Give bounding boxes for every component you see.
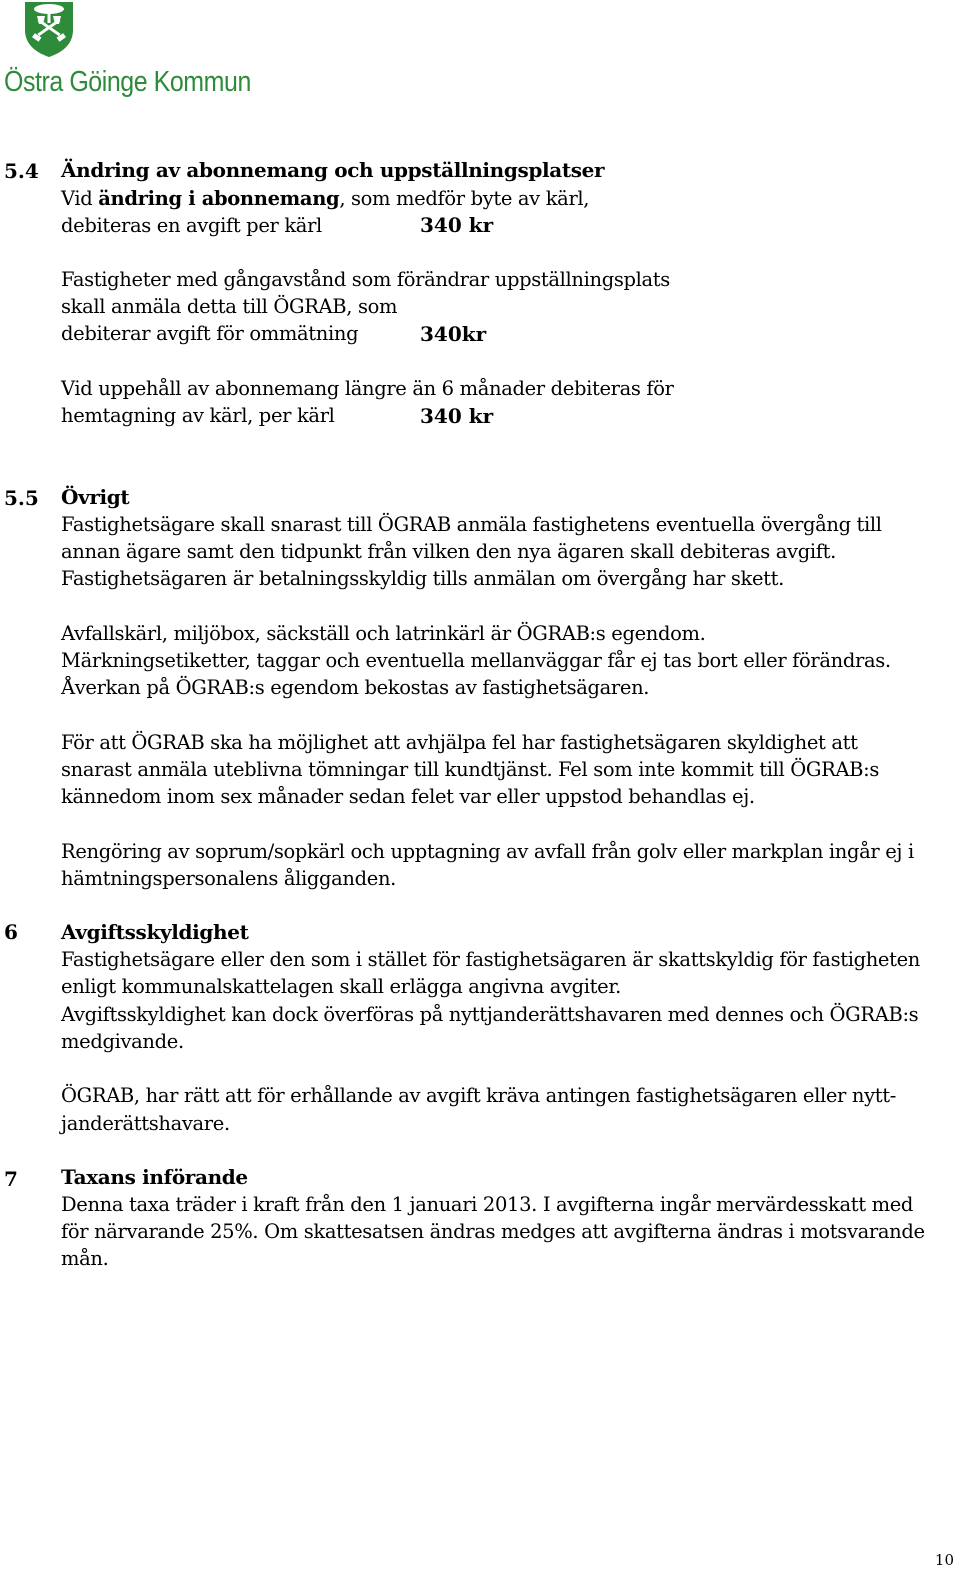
section-heading: Taxans införande [61, 1165, 248, 1189]
coat-of-arms-icon [23, 0, 75, 58]
page-number: 10 [934, 1551, 954, 1569]
paragraph-line: Fastighetsägaren är betalningsskyldig tills anmälan om övergång har skett. [61, 567, 784, 590]
paragraph-line: Fastigheter med gångavstånd som förändrar uppställningsplats [61, 268, 670, 291]
section-number: 7 [4, 1167, 18, 1191]
section-heading: Ändring av abonnemang och uppställningsplatser [61, 158, 605, 182]
paragraph-line: Denna taxa träder i kraft från den 1 januari 2013. I avgifterna ingår mervärdesskatt med [61, 1193, 914, 1216]
fee-amount: 340 kr [420, 213, 494, 237]
paragraph-line: För att ÖGRAB ska ha möjlighet att avhjälpa fel har fastighetsägaren skyldighet att [61, 731, 858, 754]
paragraph-line: kännedom inom sex månader sedan felet var eller uppstod behandlas ej. [61, 785, 755, 808]
paragraph-line: janderättshavare. [61, 1112, 230, 1135]
paragraph-line: Avgiftsskyldighet kan dock överföras på nyttjanderättshavaren med dennes och ÖGRAB:s [61, 1003, 919, 1026]
paragraph-line: Fastighetsägare skall snarast till ÖGRAB anmäla fastighetens eventuella övergång till [61, 513, 882, 536]
paragraph-line: debiterar avgift för ommätning [61, 322, 359, 345]
paragraph-line: enligt kommunalskattelagen skall erlägga angivna avgiter. [61, 975, 622, 998]
paragraph-line: hemtagning av kärl, per kärl [61, 404, 335, 427]
paragraph-line: snarast anmäla uteblivna tömningar till kundtjänst. Fel som inte kommit till ÖGRAB:s [61, 758, 879, 781]
paragraph-line [61, 185, 589, 212]
section-number: 5.4 [4, 159, 39, 183]
paragraph-line: skall anmäla detta till ÖGRAB, som [61, 295, 398, 318]
paragraph-line: debiteras en avgift per kärl [61, 214, 322, 237]
emphasis-text: ändring i abonnemang [98, 187, 340, 210]
paragraph-line: Avfallskärl, miljöbox, säckställ och latrinkärl är ÖGRAB:s egendom. [61, 622, 706, 645]
text-run: , som medför byte av kärl, [339, 187, 590, 210]
paragraph-line: mån. [61, 1247, 109, 1270]
paragraph-line: Märkningsetiketter, taggar och eventuella mellanväggar får ej tas bort eller förändras. [61, 649, 891, 672]
section-heading: Övrigt [61, 485, 130, 509]
section-heading: Avgiftsskyldighet [61, 920, 249, 944]
section-number: 6 [4, 920, 18, 944]
fee-amount: 340 kr [420, 404, 494, 428]
paragraph-line: medgivande. [61, 1030, 184, 1053]
paragraph-line: Rengöring av soprum/sopkärl och upptagning av avfall från golv eller markplan ingår ej i [61, 840, 914, 863]
fee-amount: 340kr [420, 322, 487, 346]
paragraph-line: hämtningspersonalens åligganden. [61, 867, 397, 890]
paragraph-line: Fastighetsägare eller den som i stället för fastighetsägaren är skattskyldig för fastigheten [61, 948, 921, 971]
section-number: 5.5 [4, 486, 39, 510]
text-run: Vid [61, 187, 99, 210]
paragraph-line: Vid uppehåll av abonnemang längre än 6 månader debiteras för [61, 377, 674, 400]
municipality-name: Östra Göinge Kommun [4, 66, 251, 98]
paragraph-line: Åverkan på ÖGRAB:s egendom bekostas av fastighetsägaren. [61, 676, 650, 699]
paragraph-line: för närvarande 25%. Om skattesatsen ändras medges att avgifterna ändras i motsvarande [61, 1220, 925, 1243]
paragraph-line: annan ägare samt den tidpunkt från vilken den nya ägaren skall debiteras avgift. [61, 540, 836, 563]
paragraph-line: ÖGRAB, har rätt att för erhållande av avgift kräva antingen fastighetsägaren eller nytt- [61, 1084, 896, 1107]
